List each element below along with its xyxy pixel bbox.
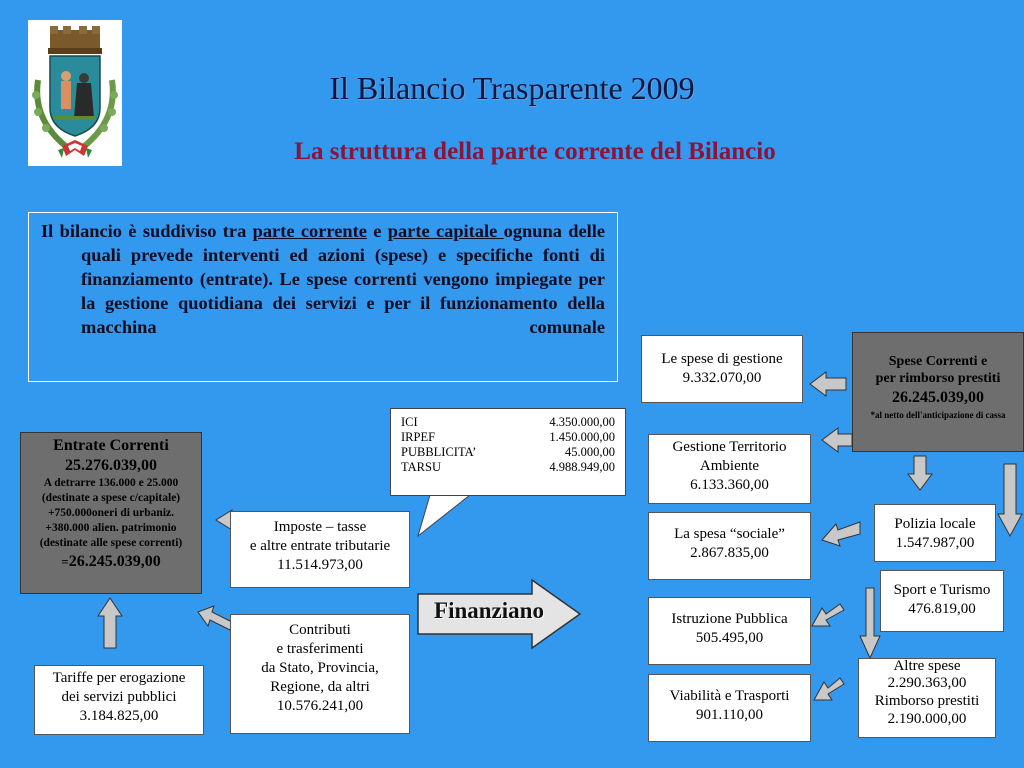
spesa-sociale-box: [648, 512, 811, 580]
rimborso-prestiti-amount: 2.190.000,00: [887, 711, 967, 727]
arrow-down-left: [822, 522, 860, 546]
entrate-correnti-box: [20, 432, 202, 594]
altre-spese-label: Altre spese: [893, 658, 961, 674]
imposte-box: [230, 511, 410, 588]
finanziano-label: Finanziano: [434, 598, 544, 623]
contributi-label: Contributi: [289, 622, 351, 638]
polizia-box: [874, 504, 996, 562]
altre-spese-box: [858, 658, 996, 738]
spese-gestione-label: Le spese di gestione: [661, 351, 783, 367]
arrow-up-left: [198, 606, 232, 630]
callout-label: IRPEF: [401, 430, 436, 444]
spesa-sociale-label: La spesa “sociale”: [674, 526, 785, 542]
tariffe-amount: 3.184.825,00: [79, 708, 159, 724]
polizia-amount: 1.547.987,00: [895, 535, 975, 551]
entrate-detail: A detrarre 136.000 e 25.000: [43, 477, 179, 489]
rimborso-prestiti-label: Rimborso prestiti: [874, 693, 980, 709]
entrate-detail: (destinate a spese c/capitale): [41, 492, 181, 504]
tariffe-label: Tariffe per erogazione: [52, 670, 186, 686]
callout-label: ICI: [401, 415, 418, 429]
contributi-label: Regione, da altri: [270, 679, 370, 695]
arrow-down-left: [812, 604, 844, 626]
sport-label: Sport e Turismo: [893, 582, 991, 598]
spesa-sociale-amount: 2.867.835,00: [690, 545, 769, 561]
callout-value: 4.350.000,00: [549, 415, 615, 429]
arrow-down-left: [814, 678, 844, 700]
callout-label: TARSU: [401, 460, 441, 474]
arrow-down: [860, 588, 880, 658]
callout-value: 1.450.000,00: [549, 430, 615, 444]
slide-title: Il Bilancio Trasparente 2009: [329, 70, 695, 106]
intro-text: ognuna delle quali prevede interventi ed azioni (spese) e specifiche fonti di finanziamento (entrate). Le spese correnti vengono impiegate per la gestione quotidiana dei servizi e per il funzionamento della macchina comunale: [81, 221, 606, 337]
contributi-amount: 10.576.241,00: [276, 698, 364, 714]
imposte-label: Imposte – tasse: [273, 519, 367, 535]
arrow-up: [98, 598, 122, 648]
istruzione-label: Istruzione Pubblica: [671, 611, 788, 627]
gestione-territorio-box: [648, 434, 811, 504]
callout-row: [401, 460, 615, 475]
spese-gestione-box: [641, 335, 803, 403]
spese-correnti-amount: 26.245.039,00: [892, 389, 984, 406]
finanziano-label-wrap: [418, 598, 560, 624]
sport-box: [880, 570, 1004, 632]
spese-correnti-label: per rimborso prestiti: [875, 371, 1001, 386]
parte-capitale-underlined: parte capitale: [387, 221, 504, 241]
entrate-detail: +750.000oneri di urbaniz.: [47, 507, 175, 519]
arrow-down: [908, 456, 932, 490]
arrow-left: [822, 428, 852, 452]
arrow-left: [810, 372, 846, 396]
entrate-total: 26.245.039,00: [68, 553, 161, 570]
callout-row: [401, 445, 615, 460]
slide-subtitle: La struttura della parte corrente del Bilancio: [294, 138, 776, 165]
altre-spese-amount: 2.290.363,00: [887, 675, 967, 691]
entrate-amount: 25.276.039,00: [65, 457, 157, 474]
viabilita-label: Viabilità e Trasporti: [669, 688, 790, 704]
tax-callout: [390, 408, 626, 496]
contributi-label: e trasferimenti: [276, 641, 364, 657]
spese-correnti-label: Spese Correnti e: [888, 354, 988, 369]
gestione-territorio-label: Gestione Territorio: [672, 439, 787, 455]
arrow-down: [998, 464, 1022, 536]
callout-row: [401, 415, 615, 430]
callout-row: [401, 430, 615, 445]
entrate-detail: +380.000 alien. patrimonio: [45, 522, 177, 534]
viabilita-amount: 901.110,00: [696, 707, 763, 723]
spese-gestione-amount: 9.332.070,00: [682, 370, 762, 386]
imposte-label: e altre entrate tributarie: [249, 538, 391, 554]
callout-tail: [418, 495, 470, 536]
contributi-label: da Stato, Provincia,: [261, 660, 379, 676]
gestione-territorio-amount: 6.133.360,00: [690, 477, 769, 493]
spese-correnti-box: [852, 332, 1024, 452]
polizia-label: Polizia locale: [894, 516, 976, 532]
istruzione-box: [648, 597, 811, 665]
gestione-territorio-label: Ambiente: [699, 458, 760, 474]
tariffe-label: dei servizi pubblici: [61, 689, 177, 705]
entrate-title: Entrate Correnti: [53, 437, 169, 454]
istruzione-amount: 505.495,00: [695, 630, 764, 646]
callout-value: 45.000,00: [565, 445, 615, 459]
callout-label: PUBBLICITA’: [401, 445, 477, 459]
intro-text: Il bilancio è suddiviso tra: [41, 221, 253, 241]
viabilita-box: [648, 674, 811, 742]
entrate-detail: (destinate alle spese correnti): [39, 537, 183, 549]
contributi-box: [230, 614, 410, 734]
spese-correnti-note: *al netto dell'anticipazione di cassa: [870, 410, 1006, 420]
entrate-total-prefix: =: [61, 554, 69, 569]
tariffe-box: [34, 665, 204, 735]
intro-text: e: [366, 221, 388, 241]
callout-value: 4.988.949,00: [549, 460, 615, 474]
imposte-amount: 11.514.973,00: [277, 557, 363, 573]
parte-corrente-underlined: parte corrente: [252, 221, 367, 241]
sport-amount: 476.819,00: [908, 601, 976, 617]
